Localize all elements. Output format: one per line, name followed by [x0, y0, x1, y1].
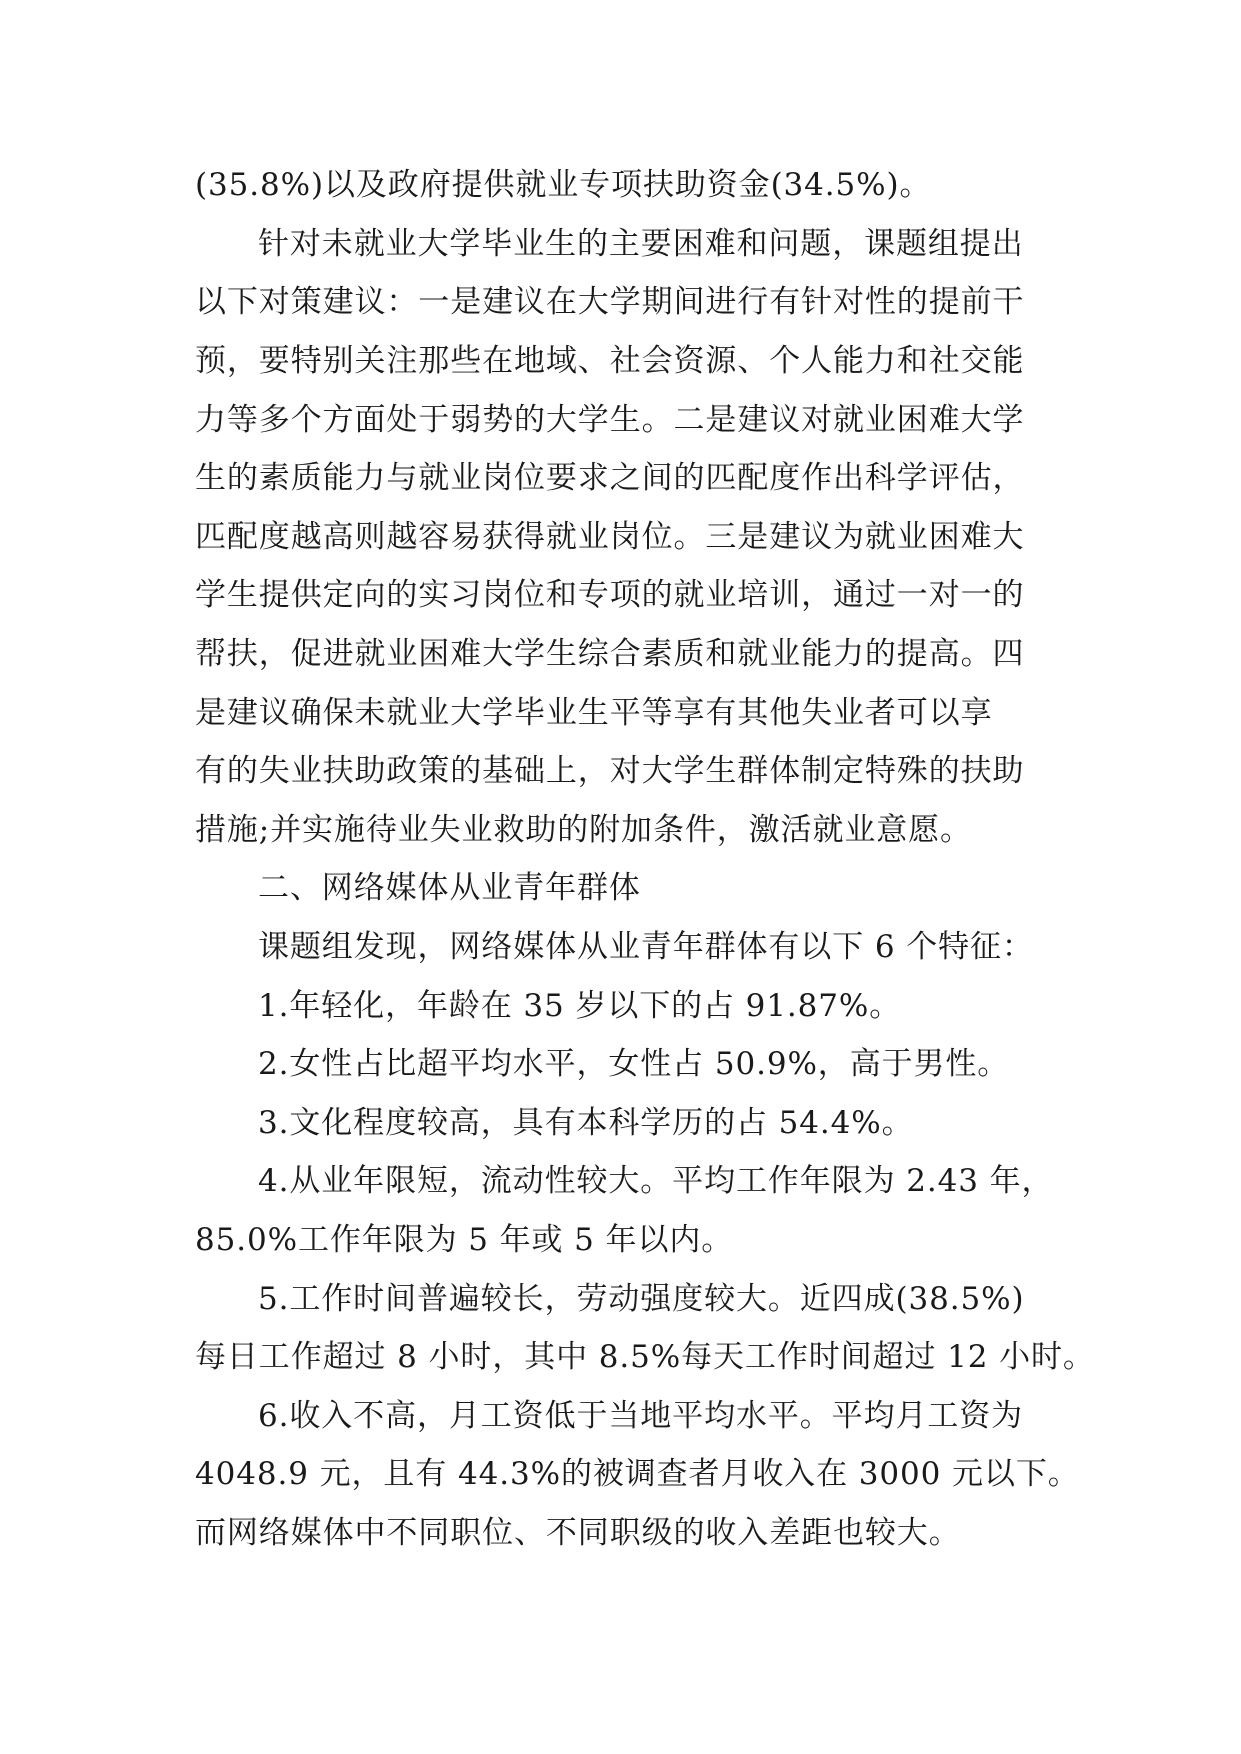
paragraph-start-line: 针对未就业大学毕业生的主要困难和问题，课题组提出: [258, 226, 1024, 262]
text-line: 学生提供定向的实习岗位和专项的就业培训，通过一对一的: [195, 577, 1025, 613]
text-line: 措施;并实施待业失业救助的附加条件，激活就业意愿。: [195, 812, 972, 848]
text-line: 85.0%工作年限为 5 年或 5 年以内。: [195, 1222, 734, 1258]
list-item: 5.工作时间普遍较长，劳动强度较大。近四成(38.5%): [258, 1281, 1025, 1317]
text-line: 而网络媒体中不同职位、不同职级的收入差距也较大。: [195, 1515, 961, 1551]
list-item: 6.收入不高，月工资低于当地平均水平。平均月工资为: [258, 1398, 1024, 1434]
list-item: 4.从业年限短，流动性较大。平均工作年限为 2.43 年，: [258, 1163, 1054, 1199]
text-line: 是建议确保未就业大学毕业生平等享有其他失业者可以享: [195, 695, 993, 731]
text-line: 帮扶，促进就业困难大学生综合素质和就业能力的提高。四: [195, 636, 1025, 672]
list-item: 1.年轻化，年龄在 35 岁以下的占 91.87%。: [258, 988, 902, 1024]
text-line: 有的失业扶助政策的基础上，对大学生群体制定特殊的扶助: [195, 753, 1025, 789]
text-line: 匹配度越高则越容易获得就业岗位。三是建议为就业困难大: [195, 519, 1025, 555]
text-line: 以下对策建议：一是建议在大学期间进行有针对性的提前干: [195, 284, 1025, 320]
text-line: (35.8%)以及政府提供就业专项扶助资金(34.5%)。: [195, 167, 932, 203]
list-item: 3.文化程度较高，具有本科学历的占 54.4%。: [258, 1105, 914, 1141]
section-heading: 二、网络媒体从业青年群体: [258, 870, 641, 906]
text-line: 每日工作超过 8 小时，其中 8.5%每天工作时间超过 12 小时。: [195, 1339, 1095, 1375]
paragraph-start-line: 课题组发现，网络媒体从业青年群体有以下 6 个特征：: [258, 929, 1034, 965]
text-line: 预，要特别关注那些在地域、社会资源、个人能力和社交能: [195, 343, 1025, 379]
text-line: 4048.9 元，且有 44.3%的被调查者月收入在 3000 元以下。: [195, 1456, 1080, 1492]
text-line: 生的素质能力与就业岗位要求之间的匹配度作出科学评估，: [195, 460, 1025, 496]
text-line: 力等多个方面处于弱势的大学生。二是建议对就业困难大学: [195, 402, 1025, 438]
list-item: 2.女性占比超平均水平，女性占 50.9%，高于男性。: [258, 1046, 1010, 1082]
